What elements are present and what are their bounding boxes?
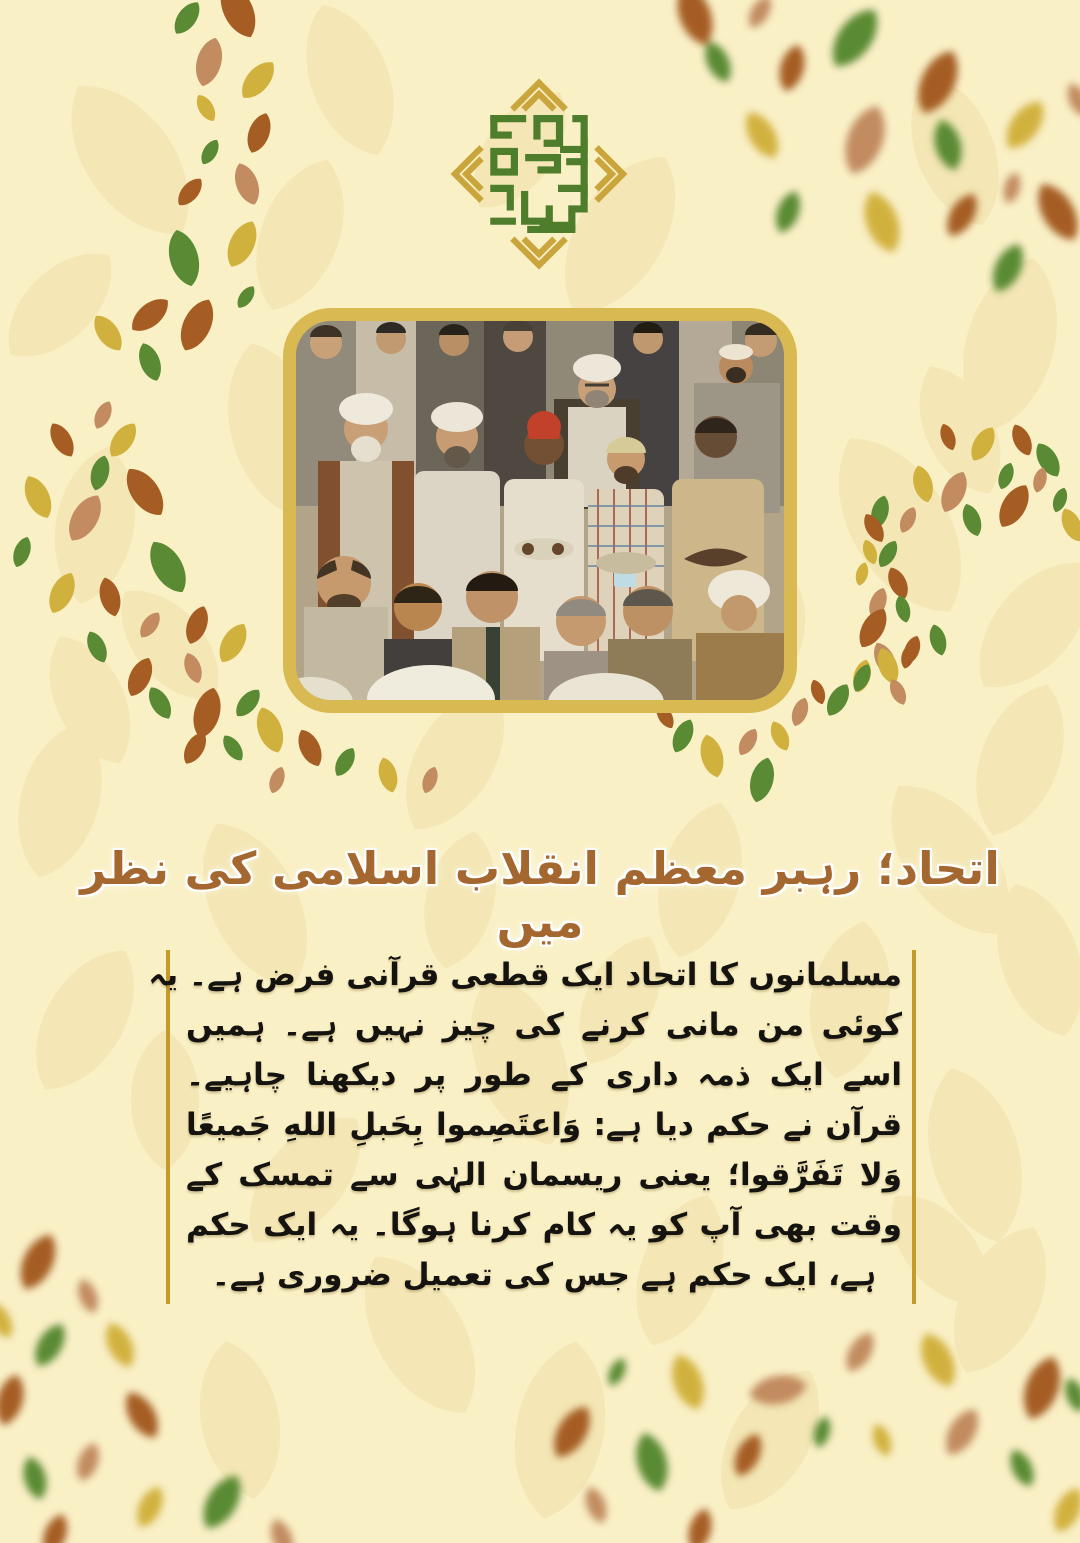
quote-line-2: کوئی من مانی کرنے کی چیز نہیں ہے۔ ہمیں [186,1007,902,1043]
square-kufic-emblem [425,54,653,292]
quote-line-6: وقت بھی آپ کو یہ کام کرنا ہوگا۔ یہ ایک حکم [186,1207,902,1243]
quote-line-7: ہے، ایک حکم ہے جس کی تعمیل ضروری ہے۔ [211,1257,877,1293]
poster-title: اتحاد؛ رہبر معظم انقلاب اسلامی کی نظر میں [80,842,1000,948]
quote-line-3: اسے ایک ذمہ داری کے طور پر دیکھنا چاہیے۔ [186,1057,902,1093]
gold-rule-right [912,950,916,1304]
quote-line-4: قرآن نے حکم دیا ہے: وَاعتَصِموا بِحَبلِ اللهِ جَمیعًا [186,1107,902,1143]
prayer-photo [296,321,784,700]
quote-line-1: مسلمانوں کا اتحاد ایک قطعی قرآنی فرض ہے۔ یہ [148,957,902,993]
quote-block [148,950,902,1300]
quote-line-5: وَلا تَفَرَّقوا؛ یعنی ریسمان الہٰی سے تمسک کے [186,1157,902,1193]
gold-rule-left [166,950,170,1304]
kufic-calligraphy-icon [425,54,653,292]
prayer-photo-frame [283,308,797,713]
